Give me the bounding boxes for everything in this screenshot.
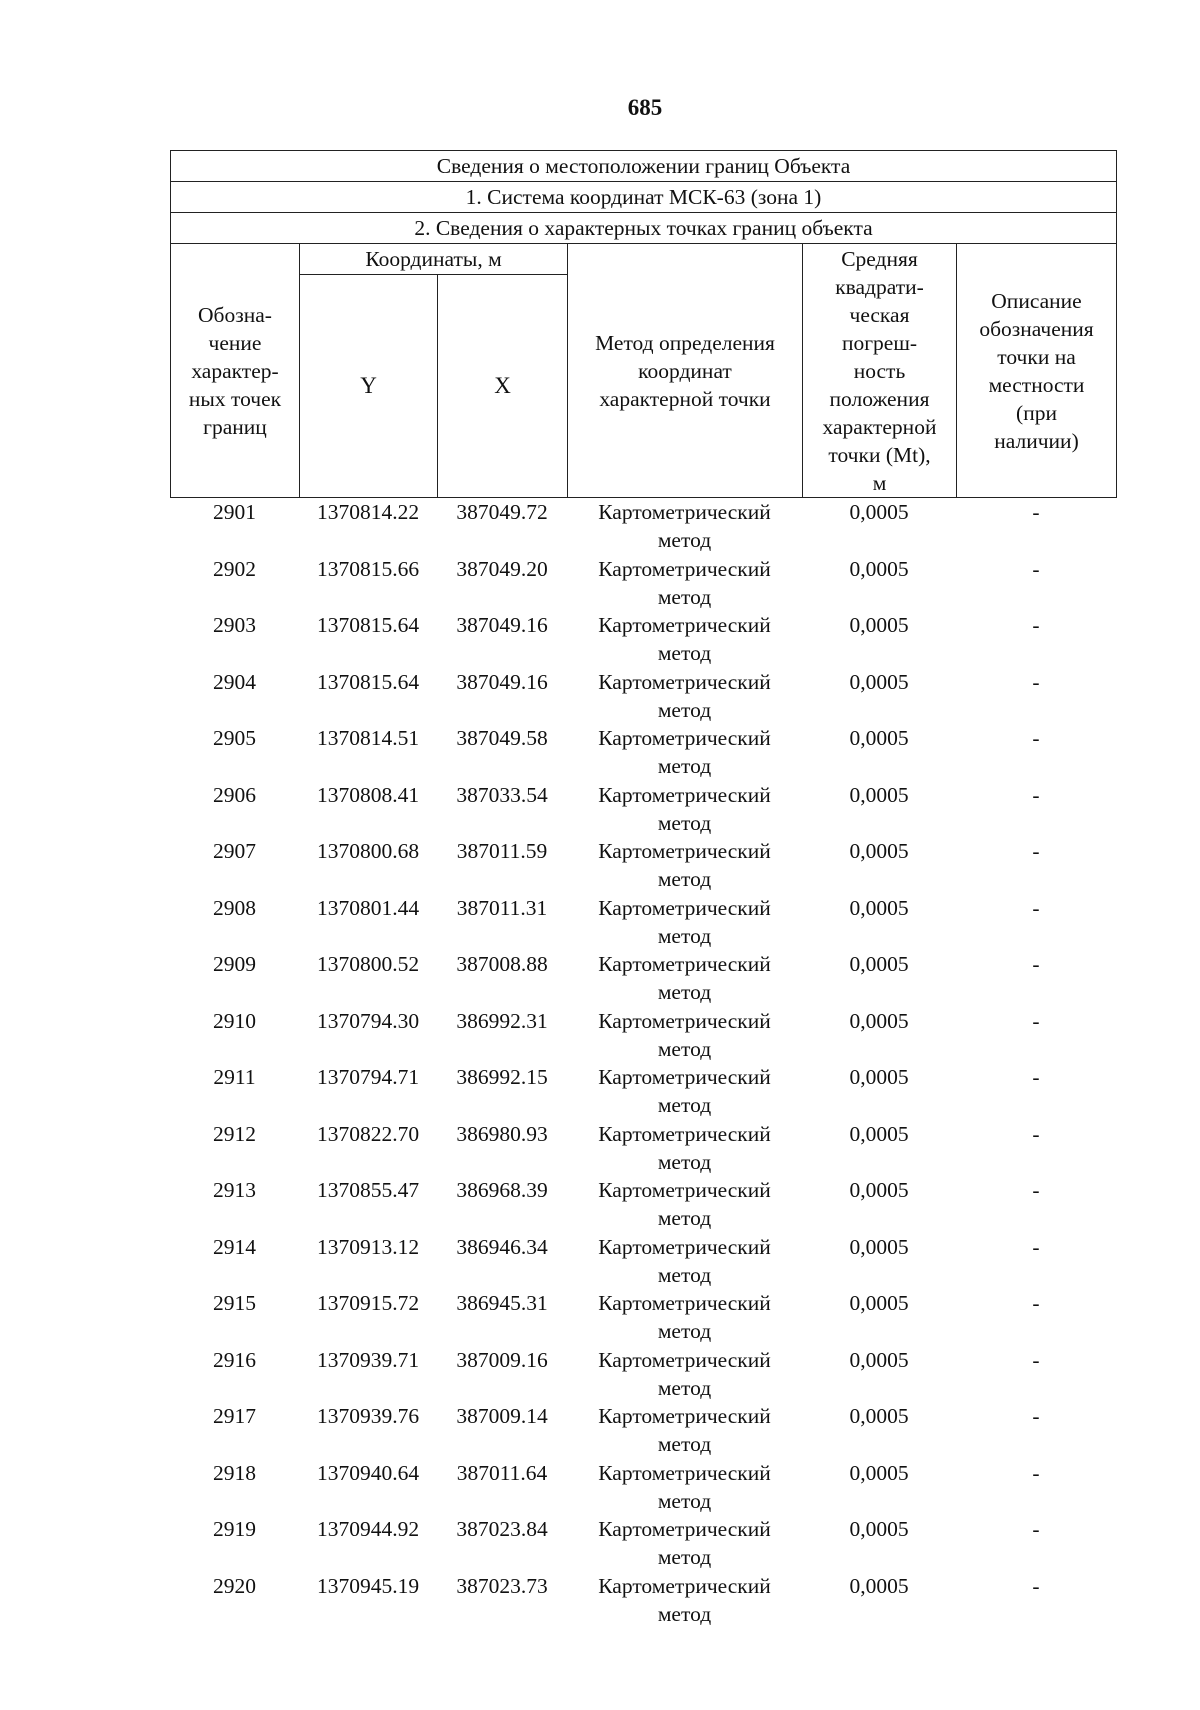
point-number: 2912 <box>213 1121 256 1146</box>
coordinate-system: 1. Система координат МСК-63 (зона 1) <box>171 182 1117 213</box>
table-row <box>170 1176 1116 1233</box>
point-description: - <box>1032 782 1040 807</box>
point-number: 2919 <box>213 1517 256 1541</box>
mean-square-error: 0,0005 <box>849 1347 909 1372</box>
point-description: - <box>1032 669 1040 694</box>
coordinate-x: 387033.54 <box>456 782 548 807</box>
method: Картометрический метод <box>598 1347 771 1400</box>
point-description: - <box>1032 1347 1040 1372</box>
coordinate-x: 386980.93 <box>456 1121 548 1146</box>
point-description: - <box>1032 1404 1040 1428</box>
point-number: 2920 <box>213 1573 256 1598</box>
point-number: 2914 <box>213 1234 256 1259</box>
coordinate-x: 386968.39 <box>456 1178 548 1202</box>
coordinate-y: 1370808.41 <box>316 782 420 807</box>
method: Картометрический метод <box>598 952 771 1004</box>
col-description-header: Описание обозначения точки на местности (при наличии) <box>957 244 1117 498</box>
table-row <box>170 1459 1116 1516</box>
mean-square-error: 0,0005 <box>849 1121 909 1146</box>
coordinate-y: 1370815.64 <box>316 669 420 694</box>
method: Картометрический метод <box>598 1008 771 1061</box>
point-description: - <box>1032 1517 1040 1541</box>
point-number: 2903 <box>213 613 256 637</box>
table-row <box>170 781 1116 838</box>
point-description: - <box>1032 613 1040 637</box>
point-description: - <box>1032 1234 1040 1259</box>
coordinate-x: 387049.16 <box>456 669 548 694</box>
mean-square-error: 0,0005 <box>849 1460 909 1485</box>
coordinate-y: 1370940.64 <box>316 1460 420 1485</box>
coordinate-y: 1370794.30 <box>316 1008 420 1033</box>
point-number: 2910 <box>213 1008 256 1033</box>
coordinate-x: 387009.14 <box>456 1404 548 1428</box>
mean-square-error: 0,0005 <box>849 500 909 524</box>
page-number: 685 <box>627 95 663 120</box>
coordinate-y: 1370794.71 <box>316 1065 420 1089</box>
method: Картометрический метод <box>598 782 771 835</box>
coordinate-y: 1370815.66 <box>316 556 420 581</box>
coordinate-x: 387049.16 <box>456 613 548 637</box>
coordinate-y: 1370814.51 <box>316 726 420 750</box>
point-description: - <box>1032 839 1040 863</box>
method: Картометрический метод <box>598 1404 771 1456</box>
mean-square-error: 0,0005 <box>849 1065 909 1089</box>
point-number: 2916 <box>213 1347 256 1372</box>
point-number: 2901 <box>213 500 256 524</box>
method: Картометрический метод <box>598 1234 771 1287</box>
coordinate-x: 386945.31 <box>456 1291 548 1315</box>
mean-square-error: 0,0005 <box>849 1517 909 1541</box>
coordinate-x: 387023.73 <box>456 1573 548 1598</box>
table-row <box>170 1007 1116 1064</box>
coordinate-x: 387011.31 <box>456 895 548 920</box>
point-number: 2915 <box>213 1291 256 1315</box>
point-description: - <box>1032 1008 1040 1033</box>
table-row <box>170 1346 1116 1403</box>
table-row <box>170 894 1116 951</box>
coordinate-y: 1370801.44 <box>316 895 420 920</box>
point-description: - <box>1032 500 1040 524</box>
coordinate-x: 387008.88 <box>456 952 548 976</box>
table-row <box>170 1063 1116 1120</box>
table-row <box>170 555 1116 612</box>
coordinate-x: 387011.59 <box>456 839 548 863</box>
mean-square-error: 0,0005 <box>849 1573 909 1598</box>
point-number: 2904 <box>213 669 256 694</box>
mean-square-error: 0,0005 <box>849 1291 909 1315</box>
point-number: 2909 <box>213 952 256 976</box>
point-description: - <box>1032 1065 1040 1089</box>
method: Картометрический метод <box>598 1517 771 1569</box>
method: Картометрический метод <box>598 1065 771 1117</box>
col-y-header: Y <box>300 275 438 498</box>
mean-square-error: 0,0005 <box>849 839 909 863</box>
point-description: - <box>1032 556 1040 581</box>
coordinate-x: 386992.15 <box>456 1065 548 1089</box>
coordinate-x: 387049.72 <box>456 500 548 524</box>
method: Картометрический метод <box>598 1178 771 1230</box>
col-designation-header: Обозна- чение характер- ных точек границ <box>171 244 300 498</box>
coordinate-y: 1370944.92 <box>316 1517 420 1541</box>
table-row <box>170 1402 1116 1459</box>
point-description: - <box>1032 952 1040 976</box>
coordinate-y: 1370800.68 <box>316 839 420 863</box>
mean-square-error: 0,0005 <box>849 613 909 637</box>
mean-square-error: 0,0005 <box>849 669 909 694</box>
table-row <box>170 724 1116 781</box>
point-number: 2907 <box>213 839 256 863</box>
coordinate-x: 387009.16 <box>456 1347 548 1372</box>
table-row <box>170 1233 1116 1290</box>
points-section-title: 2. Сведения о характерных точках границ объекта <box>171 213 1117 244</box>
table-row <box>170 1515 1116 1572</box>
method: Картометрический метод <box>598 556 771 609</box>
point-number: 2917 <box>213 1404 256 1428</box>
method: Картометрический метод <box>598 669 771 722</box>
table-row <box>170 1120 1116 1177</box>
coordinate-y: 1370855.47 <box>316 1178 420 1202</box>
coordinate-y: 1370915.72 <box>316 1291 420 1315</box>
coordinate-y: 1370913.12 <box>316 1234 420 1259</box>
point-number: 2918 <box>213 1460 256 1485</box>
method: Картометрический метод <box>598 1460 771 1513</box>
coordinates-group-header: Координаты, м <box>300 244 568 275</box>
point-number: 2906 <box>213 782 256 807</box>
point-number: 2913 <box>213 1178 256 1202</box>
boundary-points-list <box>170 498 1116 1628</box>
method: Картометрический метод <box>598 500 771 552</box>
table-row <box>170 611 1116 668</box>
point-number: 2908 <box>213 895 256 920</box>
coordinate-y: 1370939.71 <box>316 1347 420 1372</box>
table-row <box>170 1289 1116 1346</box>
method: Картометрический метод <box>598 895 771 948</box>
table-title: Сведения о местоположении границ Объекта <box>171 151 1117 182</box>
mean-square-error: 0,0005 <box>849 782 909 807</box>
mean-square-error: 0,0005 <box>849 1008 909 1033</box>
point-description: - <box>1032 726 1040 750</box>
mean-square-error: 0,0005 <box>849 1178 909 1202</box>
coordinate-y: 1370814.22 <box>316 500 420 524</box>
point-description: - <box>1032 1460 1040 1485</box>
table-row <box>170 668 1116 725</box>
coordinate-y: 1370800.52 <box>316 952 420 976</box>
coordinate-x: 387049.58 <box>456 726 548 750</box>
col-method-header: Метод определения координат характерной точки <box>568 244 803 498</box>
point-description: - <box>1032 1291 1040 1315</box>
mean-square-error: 0,0005 <box>849 726 909 750</box>
coordinate-x: 387049.20 <box>456 556 548 581</box>
coordinate-x: 387023.84 <box>456 1517 548 1541</box>
coordinate-x: 386946.34 <box>456 1234 548 1259</box>
point-description: - <box>1032 1178 1040 1202</box>
boundary-table-header <box>170 150 1117 498</box>
mean-square-error: 0,0005 <box>849 556 909 581</box>
point-number: 2905 <box>213 726 256 750</box>
table-row <box>170 950 1116 1007</box>
mean-square-error: 0,0005 <box>849 952 909 976</box>
mean-square-error: 0,0005 <box>849 895 909 920</box>
point-description: - <box>1032 1121 1040 1146</box>
col-x-header: X <box>438 275 568 498</box>
coordinate-y: 1370815.64 <box>316 613 420 637</box>
method: Картометрический метод <box>598 1573 771 1626</box>
coordinate-y: 1370822.70 <box>316 1121 420 1146</box>
point-number: 2902 <box>213 556 256 581</box>
point-description: - <box>1032 895 1040 920</box>
coordinate-x: 386992.31 <box>456 1008 548 1033</box>
mean-square-error: 0,0005 <box>849 1404 909 1428</box>
method: Картометрический метод <box>598 1121 771 1174</box>
method: Картометрический метод <box>598 613 771 665</box>
table-row <box>170 1572 1116 1629</box>
mean-square-error: 0,0005 <box>849 1234 909 1259</box>
coordinate-x: 387011.64 <box>456 1460 548 1485</box>
method: Картометрический метод <box>598 726 771 778</box>
table-row <box>170 837 1116 894</box>
point-description: - <box>1032 1573 1040 1598</box>
coordinate-y: 1370945.19 <box>316 1573 420 1598</box>
col-error-header: Средняя квадрати- ческая погреш- ность положения характерной точки (Mt), м <box>803 244 957 498</box>
method: Картометрический метод <box>598 1291 771 1343</box>
point-number: 2911 <box>213 1065 256 1089</box>
method: Картометрический метод <box>598 839 771 891</box>
table-row <box>170 498 1116 555</box>
coordinate-y: 1370939.76 <box>316 1404 420 1428</box>
